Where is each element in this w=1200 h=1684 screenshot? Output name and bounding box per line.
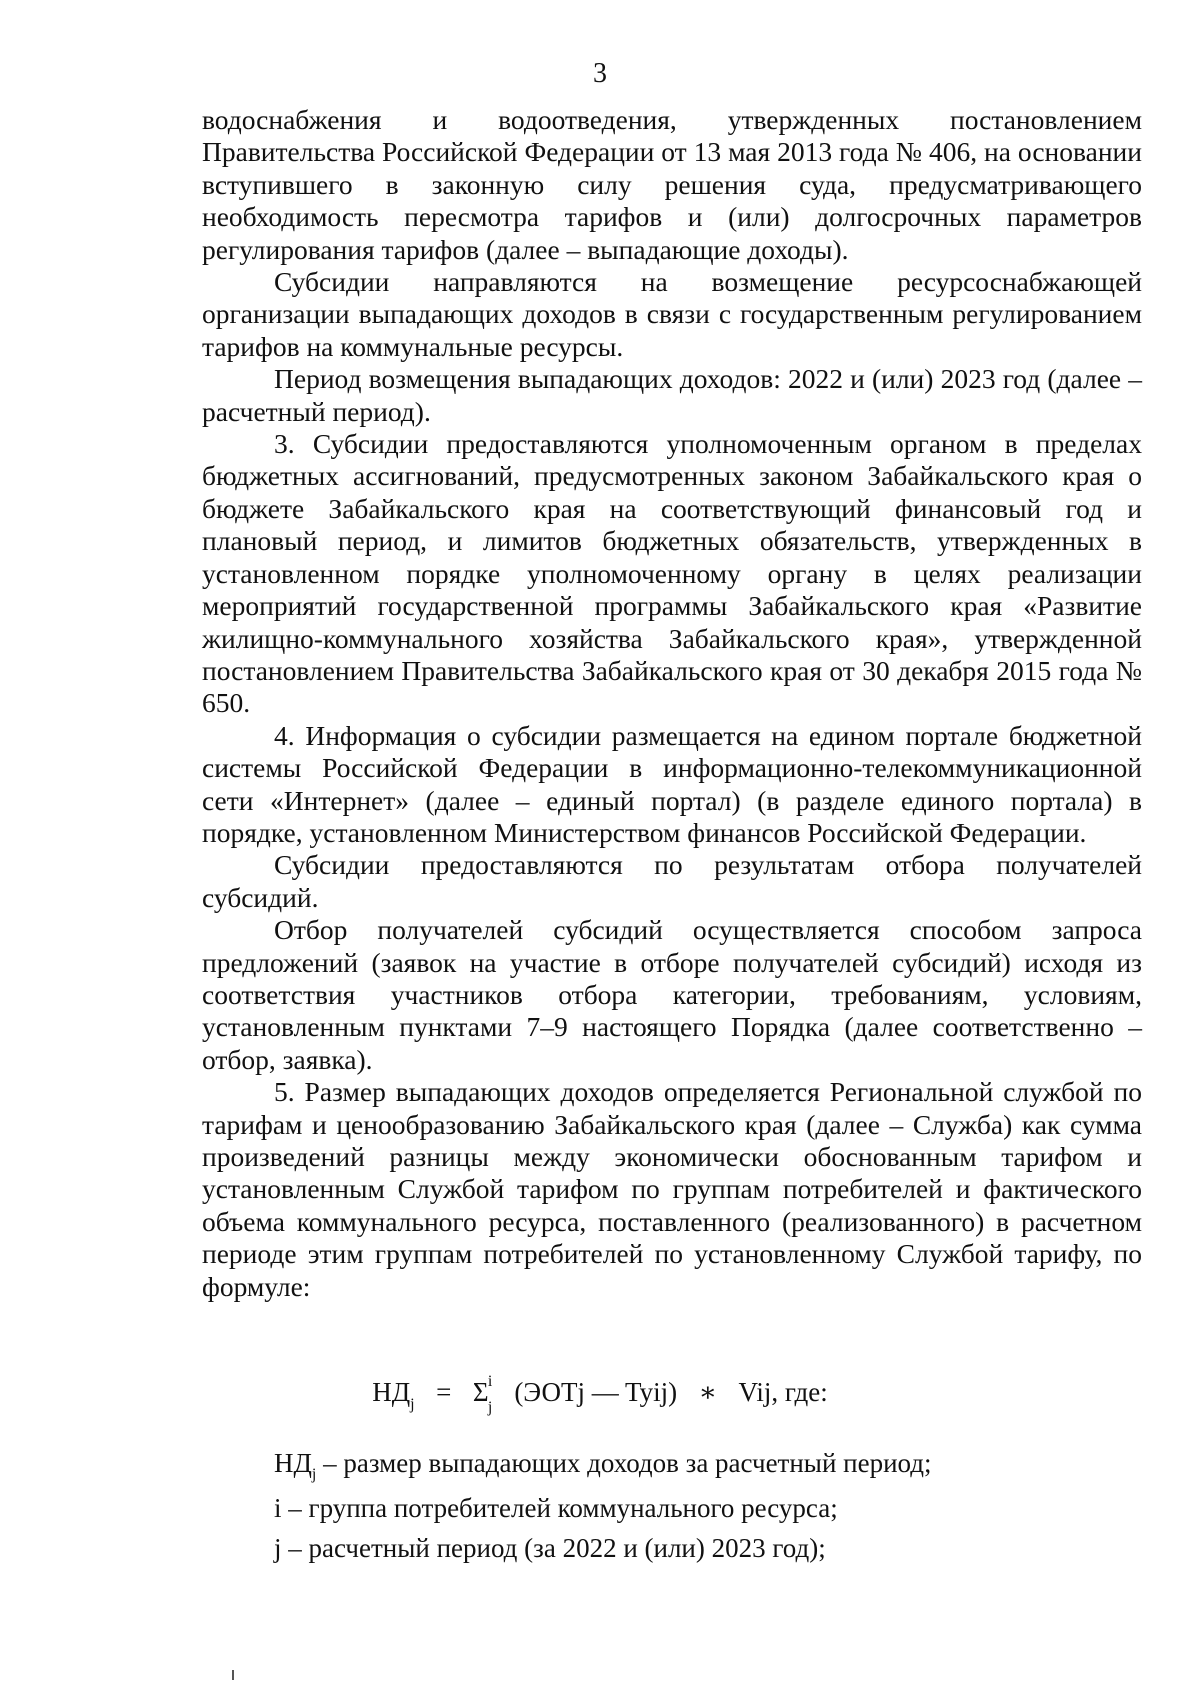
formula-sigma-sub: j: [487, 1399, 493, 1416]
formula-lhs: $НД_j$: [372, 1377, 415, 1413]
paragraph-compensation-period: Период возмещения выпадающих доходов: 2022 и (или) 2023 год (далее – расчетный период).: [202, 363, 1142, 427]
page-number: 3: [593, 58, 607, 89]
legend-item-i: i – группа потребителей коммунального ресурса;: [274, 1493, 838, 1523]
formula-equals: =: [436, 1377, 452, 1407]
legend-item-nd: $НД_j$ – размер выпадающих доходов за расчетный период;: [274, 1448, 932, 1483]
formula-factor: Vij,: [738, 1377, 779, 1407]
paragraph-continuation: водоснабжения и водоотведения, утвержденных постановлением Правительства Российской Федерации от 13 мая 2013 года № 406, на основании вступившего в законную силу решения суда, предусматривающего необходимость пересмотра тарифов и (или) долгосрочных параметров регулирования тарифов (далее – выпадающие доходы).: [202, 104, 1142, 265]
formula-tail: где:: [784, 1377, 828, 1407]
formula-term: (ЭОТj — Tyij): [514, 1377, 678, 1407]
paragraph-item-4: 4. Информация о субсидии размещается на едином портале бюджетной системы Российской Федерации в информационно-телекоммуникационной сети «Интернет» (далее – единый портал) (в разделе единого портала) в порядке, установленном Министерством финансов Российской Федерации.: [202, 719, 1142, 848]
formula: [0, 1375, 1200, 1414]
formula-lhs-subscript: j: [410, 1396, 415, 1413]
paragraph-subsidy-purpose: Субсидии направляются на возмещение ресурсоснабжающей организации выпадающих доходов в связи с государственным регулированием тарифов на коммунальные ресурсы.: [202, 266, 1142, 362]
paragraph-selection-method: Отбор получателей субсидий осуществляется способом запроса предложений (заявок на участие в отборе получателей субсидий) исходя из соответствия участников отбора категории, требованиям, условиям, установленным пунктами 7–9 настоящего Порядка (далее соответственно – отбор, заявка).: [202, 914, 1142, 1075]
formula-sigma-sup: i: [487, 1373, 493, 1390]
paragraph-item-3: 3. Субсидии предоставляются уполномоченным органом в пределах бюджетных ассигнований, предусмотренных законом Забайкальского края о бюджете Забайкальского края на соответствующий финансовый год и плановый период, и лимитов бюджетных обязательств, утвержденных в установленном порядке уполномоченному органу в целях реализации мероприятий государственной программы Забайкальского края «Развитие жилищно-коммунального хозяйства Забайкальского края», утвержденной постановлением Правительства Забайкальского края от 30 декабря 2015 года № 650.: [202, 428, 1142, 719]
document-body: [202, 104, 1142, 1303]
formula-sigma: Σ i j: [473, 1375, 493, 1409]
paragraph-item-5: 5. Размер выпадающих доходов определяется Региональной службой по тарифам и ценообразованию Забайкальского края (далее – Служба) как сумма произведений разницы между экономически обоснованным тарифом и установленным Службой тарифом по группам потребителей и фактического объема коммунального ресурса, поставленного (реализованного) в расчетном периоде этим группам потребителей по установленному Службой тарифу, по формуле:: [202, 1076, 1142, 1302]
legend-item-j: j – расчетный период (за 2022 и (или) 2023 год);: [274, 1533, 826, 1563]
scan-artifact: [232, 1670, 234, 1680]
formula-legend: [274, 1443, 1142, 1568]
formula-times: ∗: [698, 1377, 717, 1407]
paragraph-selection-results: Субсидии предоставляются по результатам отбора получателей субсидий.: [202, 849, 1142, 913]
